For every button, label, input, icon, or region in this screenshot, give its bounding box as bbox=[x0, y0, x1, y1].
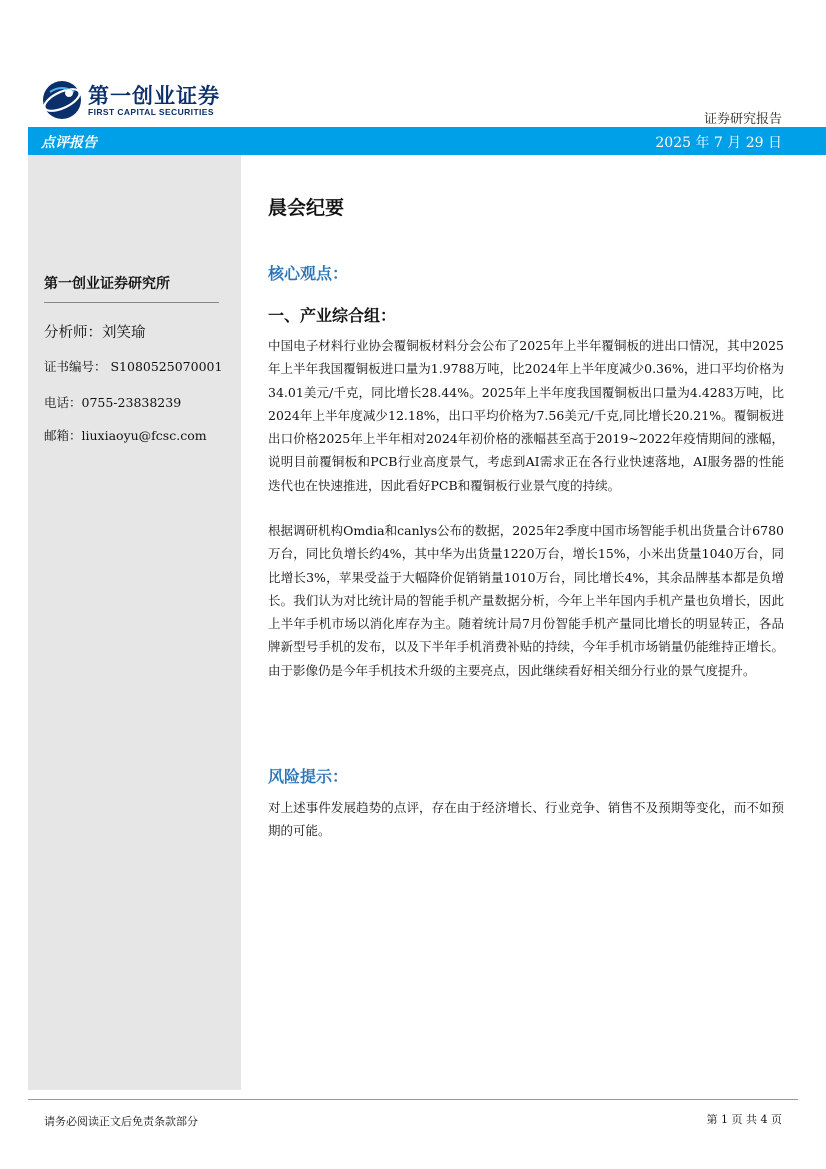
core-views-heading: 核心观点： bbox=[268, 264, 349, 283]
risk-heading: 风险提示： bbox=[268, 767, 349, 786]
institute-name: 第一创业证券研究所 bbox=[44, 276, 170, 292]
sidebar-divider bbox=[44, 302, 219, 303]
analyst-phone: 电话：0755-23838239 bbox=[44, 395, 182, 410]
report-type: 证券研究报告 bbox=[703, 112, 782, 127]
analyst-name: 分析师：刘笑瑜 bbox=[44, 325, 146, 341]
paragraph-copper-clad: 中国电子材料行业协会覆铜板材料分会公布了2025年上半年覆铜板的进出口情况，其中2025年上半年我国覆铜板进口量为1.9788万吨，比2024年上半年度减少0.36%，进口平均价格为34.01美元/千克，同比增长28.44%。2025年上半年度我国覆铜板出口量为4.4283万吨，比2024年上半年度减少12.18%，出口平均价格为7.56美元/千克,同比增长20.21%。覆铜板进出口价格2025年上半年相对2024年初价格的涨幅甚至高于2019~2022年疫情期间的涨幅，说明目前覆铜板和PCB行业高度景气，考虑到AI需求正在各行业快速落地，AI服务器的性能迭代也在快速推进，因此看好PCB和覆铜板行业景气度的持续。 bbox=[268, 338, 784, 493]
report-category-label: 点评报告 bbox=[41, 135, 97, 151]
page-number: 第 1 页 共 4 页 bbox=[706, 1113, 782, 1126]
logo-english-name: FIRST CAPITAL SECURITIES bbox=[88, 107, 214, 117]
analyst-email: 邮箱：liuxiaoyu@fcsc.com bbox=[44, 428, 207, 443]
footer-divider bbox=[28, 1099, 798, 1100]
report-date: 2025 年 7 月 29 日 bbox=[655, 135, 782, 151]
company-logo bbox=[40, 78, 240, 122]
certificate-number: 证书编号： S1080525070001 bbox=[44, 359, 223, 374]
risk-text: 对上述事件发展趋势的点评，存在由于经济增长、行业竞争、销售不及预期等变化，而不如预期的可能。 bbox=[268, 800, 784, 839]
industry-group-heading: 一、产业综合组： bbox=[268, 306, 397, 325]
sidebar-panel bbox=[28, 155, 241, 1090]
header-bar bbox=[28, 127, 826, 155]
page-title: 晨会纪要 bbox=[268, 197, 345, 219]
logo-chinese-name: 第一创业证券 bbox=[88, 84, 220, 108]
footer-disclaimer: 请务必阅读正文后免责条款部分 bbox=[44, 1115, 198, 1128]
globe-logo-icon bbox=[40, 78, 84, 122]
paragraph-smartphone: 根据调研机构Omdia和canlys公布的数据，2025年2季度中国市场智能手机出货量合计6780万台，同比负增长约4%，其中华为出货量1220万台，增长15%，小米出货量1040万台，同比增长3%，苹果受益于大幅降价促销销量1010万台，同比增长4%，其余品牌基本都是负增长。我们认为对比统计局的智能手机产量数据分析，今年上半年国内手机产量也负增长，因此上半年手机市场以消化库存为主。随着统计局7月份智能手机产量同比增长的明显转正，各品牌新型号手机的发布，以及下半年手机消费补贴的持续，今年手机市场销量仍能维持正增长。由于影像仍是今年手机技术升级的主要亮点，因此继续看好相关细分行业的景气度提升。 bbox=[268, 523, 784, 678]
